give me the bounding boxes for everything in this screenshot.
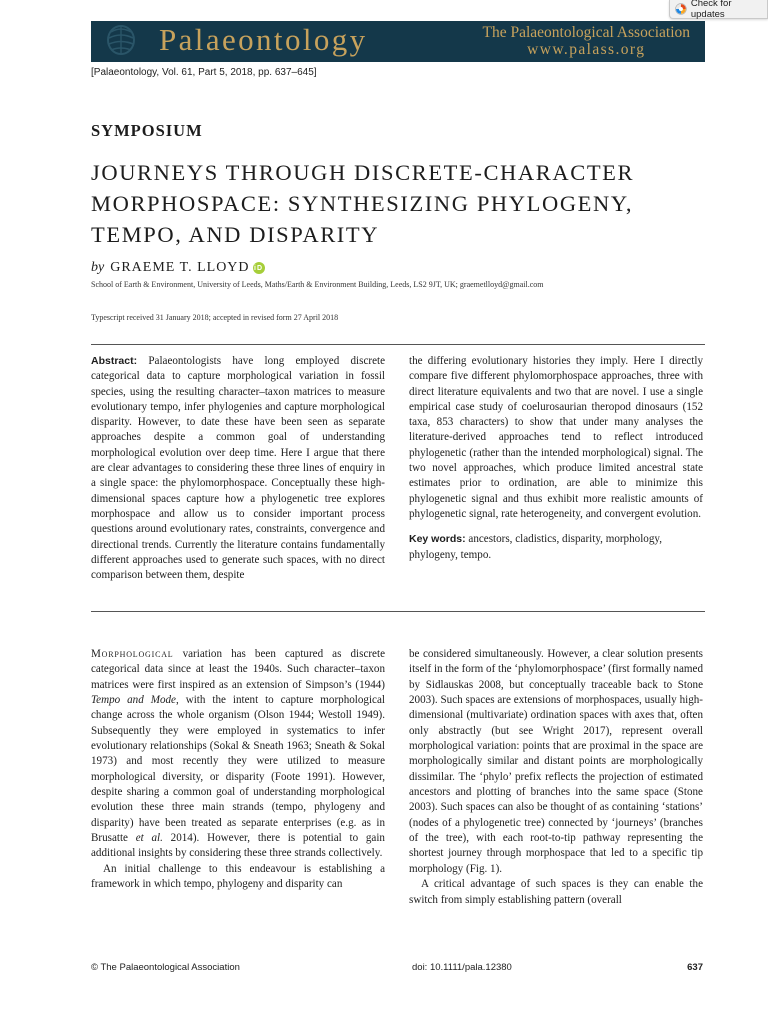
fossil-logo-icon [99, 24, 143, 59]
abstract-right-column [409, 354, 703, 563]
journal-name: Palaeontology [159, 22, 368, 57]
association-block [483, 24, 690, 58]
association-name: The Palaeontological Association [482, 24, 690, 41]
citation: [Palaeontology, Vol. 61, Part 5, 2018, pp. 637–645] [91, 67, 317, 78]
byline-prefix: by [91, 260, 105, 275]
section-label: SYMPOSIUM [91, 121, 203, 140]
abstract-top-rule [91, 344, 705, 345]
body-right-column [409, 647, 703, 908]
orcid-icon[interactable]: iD [253, 262, 265, 274]
updates-icon [675, 3, 687, 15]
title-line: TEMPO, AND DISPARITY [91, 222, 380, 247]
title-line: JOURNEYS THROUGH DISCRETE-CHARACTER [91, 160, 635, 185]
journal-banner [91, 21, 705, 62]
byline [91, 260, 265, 276]
body-paragraph: An initial challenge to this endeavour is establishing a framework in which tempo, phylogeny and disparity can [91, 862, 385, 891]
first-word: Morphological [91, 648, 174, 660]
body-paragraph [91, 647, 385, 862]
body-paragraph: A critical advantage of such spaces is they can enable the switch from simply establishing pattern (overall [409, 878, 703, 906]
abstract-text-left: Palaeontologists have long employed discrete categorical data to capture morphological variation in fossil species, using the resulting character–taxon matrices to measure evolutionary tempo, infer phylogenies and capture morphological disparity. However, to date these have been seen as separate approaches despite a common goal of understanding morphological evolution over deep time. Here I argue that there are clear advantages to considering these three lines of enquiry in a single space: the phylomorphospace. Conceptually these high-dimensional spaces capture how a phylogenetic tree explores morphospace and allow us to consider important process questions around evolutionary rates, constraints, convergence and directional trends. Currently the literature contains fundamentally different approaches used to generate such spaces, with no direct comparison between them, despite [91, 355, 385, 582]
check-for-updates-button[interactable] [669, 0, 768, 19]
body-paragraph: be considered simultaneously. However, a clear solution presents itself in the form of the ‘phylomorphospace’ (first formally named by Sidlauskas 2008, but conceptually traceable back to Stone 2003). Such spaces are extensions of morphospaces, usually high-dimensional (multivariate) ordination spaces with axes that, often only abstractly (but see Wright 2017), represent overall morphological variation: points that are proximal in the space are morphologically similar and distant points are morphologically dissimilar. The ‘phylo’ prefix reflects the projection of estimated ancestors and plotting of branches into the same space (Stone 2003). Such spaces can also be thought of as containing ‘stations’ (nodes of a phylogenetic tree) connected by ‘journeys’ (branches of the tree), with each root-to-tip pathway representing the shortest journey through morphospace that led to a specific tip morphology (Fig. 1). [409, 648, 704, 875]
page-number: 637 [687, 962, 703, 973]
footer-doi[interactable]: doi: 10.1111/pala.12380 [412, 962, 512, 973]
abstract-left-column [91, 354, 385, 583]
book-title: Tempo and Mode [91, 694, 176, 707]
association-website[interactable]: www.palass.org [527, 41, 646, 58]
footer-copyright: © The Palaeontological Association [91, 962, 240, 973]
received-dates: Typescript received 31 January 2018; accepted in revised form 27 April 2018 [91, 313, 339, 322]
body-text: , with the intent to capture morphological change across the whole organism (Olson 1944; Westoll 1949). Subsequently they were employed in systematics to infer evolutionary relationships (Sokal & Sneath 1963; Sneath & Sokal 1973) and most recently they were utilized to measure morphological diversity, or disparity (Foote 1991). However, despite sharing a common goal of understanding morphological evolution these three main strands (tempo, phylogeny and disparity) have been treated as separate enterprises (e.g. as in Brusatte [91, 694, 385, 845]
abstract-label: Abstract: [91, 355, 138, 367]
keywords-list: ancestors, cladistics, disparity, morphology, phylogeny, tempo. [409, 533, 662, 561]
body-left-column [91, 647, 385, 893]
abstract-text-right: the differing evolutionary histories they imply. Here I directly compare five different phylomorphospace approaches, three with direct literature equivalents and two that are novel. I use a single empirical case study of coelurosaurian theropod dinosaurs (152 taxa, 853 characters) to show that under many analyses the literature-derived approaches tend to reflect introduced phylogenetic (rather than the intended morphological) signal. The two novel approaches, which produce limited ancestral state estimates prior to ordination, are able to minimize this phylogenetic signal and thus exhibit more realistic amounts of phylogenetic signal, rate heterogeneity, and convergent evolution. [409, 355, 703, 520]
et-al: et al. [135, 832, 163, 845]
article-title [91, 157, 705, 250]
affiliation: School of Earth & Environment, University of Leeds, Maths/Earth & Environment Building, Leeds, LS2 9JT, UK; graemetlloyd@gmail.com [91, 280, 544, 289]
keywords-label: Key words: [409, 533, 466, 546]
keywords [409, 532, 703, 563]
body-text: variation has been captured as discrete categorical data since at least the 1940s. Such character–taxon matrices were first inspired as an extension of Simpson’s (1944) [91, 648, 385, 691]
body-text: 2014). However, there is potential to gain additional insights by considering these three strands collectively. [91, 832, 385, 860]
title-line: MORPHOSPACE: SYNTHESIZING PHYLOGENY, [91, 191, 634, 216]
author-name: GRAEME T. LLOYD [110, 260, 250, 275]
updates-label: Check for updates [690, 0, 732, 20]
abstract-bottom-rule [91, 611, 705, 612]
